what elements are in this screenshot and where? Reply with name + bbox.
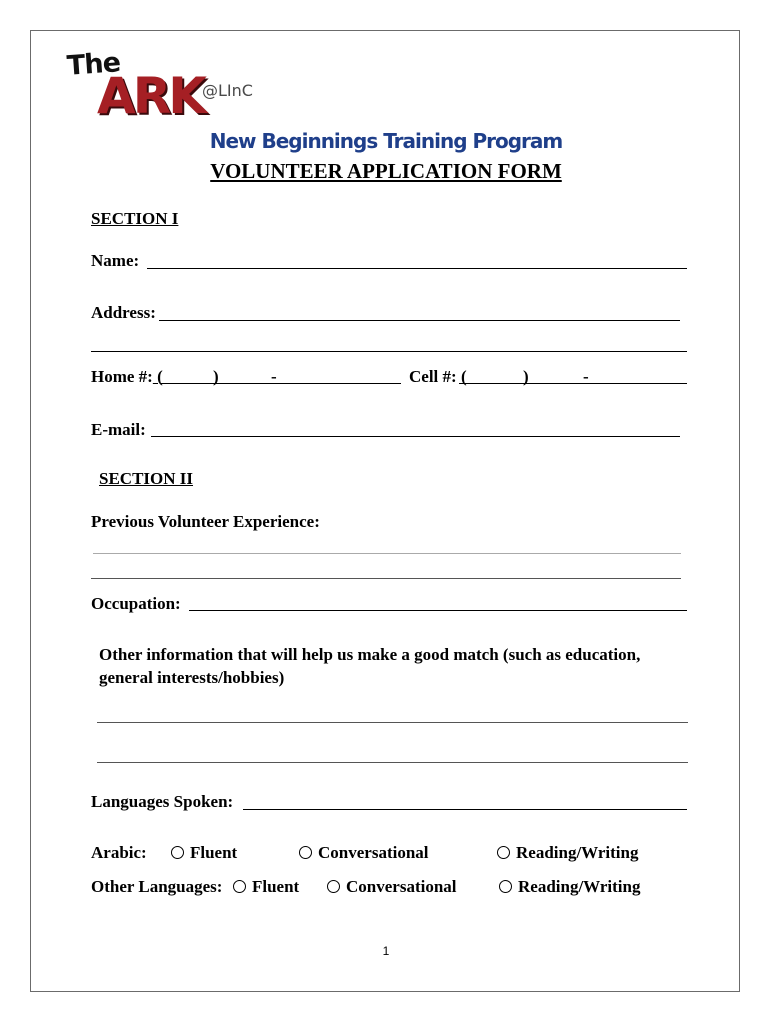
previous-experience-label: Previous Volunteer Experience: [91, 512, 320, 531]
radio-circle-icon[interactable] [499, 880, 512, 893]
logo-the-text: The [65, 47, 121, 82]
radio-circle-icon[interactable] [497, 846, 510, 859]
arabic-label: Arabic: [91, 843, 147, 862]
form-title: VOLUNTEER APPLICATION FORM [210, 159, 562, 183]
address-label: Address: [91, 303, 156, 322]
logo-ark-text: ARK [97, 67, 204, 125]
languages-label: Languages Spoken: [91, 792, 234, 811]
radio-circle-icon[interactable] [171, 846, 184, 859]
other-fluent-option[interactable] [233, 877, 299, 897]
radio-circle-icon[interactable] [299, 846, 312, 859]
radio-circle-icon[interactable] [233, 880, 246, 893]
previous-experience-line-1[interactable] [93, 553, 681, 554]
other-conversational-label: Conversational [346, 877, 457, 896]
cell-dash: - [583, 367, 589, 386]
name-label: Name: [91, 251, 140, 270]
home-phone-field-line[interactable] [161, 383, 401, 384]
cell-area-close: ) [523, 367, 529, 386]
cell-area-open: ( [461, 367, 467, 386]
cell-phone-label: Cell #: [409, 367, 457, 386]
home-phone-label [91, 367, 163, 387]
other-languages-label: Other Languages: [91, 877, 223, 896]
other-fluent-label: Fluent [252, 877, 300, 896]
other-reading-writing-option[interactable] [499, 877, 640, 897]
occupation-field-line[interactable] [189, 610, 687, 611]
other-info-text-2: general interests/hobbies) [99, 668, 285, 687]
address-field-line-1[interactable] [159, 320, 680, 321]
other-info-line-1[interactable] [97, 722, 688, 723]
arabic-conversational-option[interactable] [299, 843, 429, 863]
radio-circle-icon[interactable] [327, 880, 340, 893]
email-label: E-mail: [91, 420, 146, 439]
logo-suffix-text: @LInC [202, 81, 253, 100]
section-1-heading: SECTION I [91, 209, 179, 228]
other-conversational-option[interactable] [327, 877, 457, 897]
address-field-line-2[interactable] [91, 351, 687, 352]
languages-field-line[interactable] [243, 809, 687, 810]
program-subtitle: New Beginnings Training Program [209, 129, 563, 153]
previous-experience-line-2[interactable] [91, 578, 681, 579]
email-field-line[interactable] [151, 436, 680, 437]
page-number: 1 [382, 944, 390, 958]
arabic-reading-writing-option[interactable] [497, 843, 638, 863]
section-2-heading: SECTION II [99, 469, 194, 488]
cell-phone-field-line[interactable] [459, 383, 687, 384]
home-area-open: ( [152, 367, 163, 386]
other-info-line-2[interactable] [97, 762, 688, 763]
form-page [30, 30, 740, 992]
arabic-fluent-label: Fluent [190, 843, 238, 862]
arabic-reading-writing-label: Reading/Writing [516, 843, 639, 862]
home-area-close: ) [213, 367, 219, 386]
other-info-text-1: Other information that will help us make a good match (such as education, [99, 645, 641, 664]
home-phone-label-text: Home #: [91, 367, 153, 386]
name-field-line[interactable] [147, 268, 687, 269]
home-dash: - [271, 367, 277, 386]
arabic-fluent-option[interactable] [171, 843, 237, 863]
other-reading-writing-label: Reading/Writing [518, 877, 641, 896]
occupation-label: Occupation: [91, 594, 181, 613]
arabic-conversational-label: Conversational [318, 843, 429, 862]
